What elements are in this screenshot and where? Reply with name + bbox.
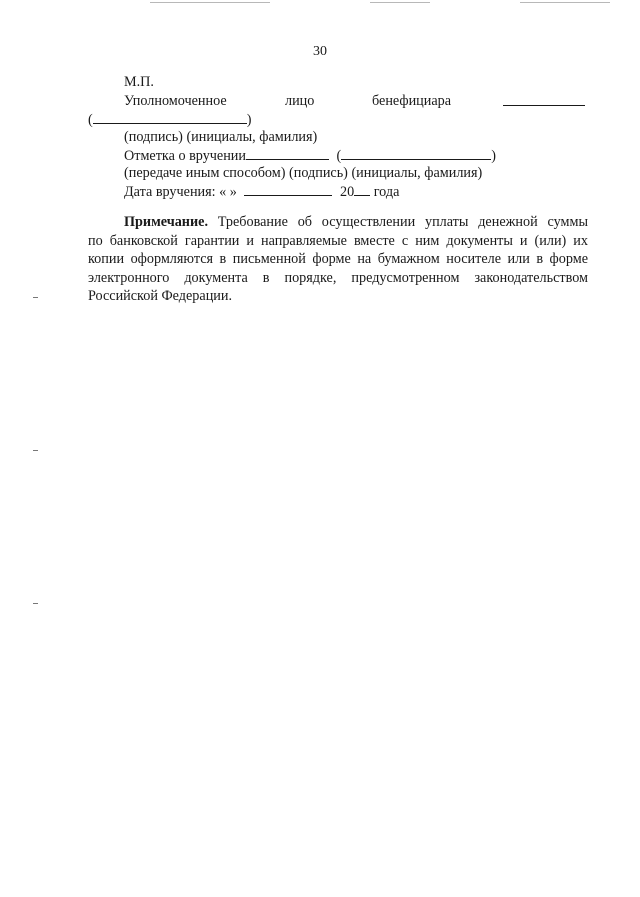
note-label: Примечание. xyxy=(124,214,208,230)
scan-edge-line xyxy=(520,2,610,3)
beneficiary-name-field: ( ) xyxy=(88,112,252,128)
note-line: Примечание. Требование об осуществлении уплаты денежной суммы xyxy=(124,214,588,230)
beneficiary-word-1: Уполномоченное xyxy=(124,93,227,109)
beneficiary-word-2: лицо xyxy=(285,93,315,109)
delivery-year-prefix: 20 xyxy=(339,184,355,200)
delivery-mark-row: Отметка о вручении ( ) xyxy=(124,148,497,164)
delivery-caption: (передаче иным способом) (подпись) (инициалы, фамилия) xyxy=(124,165,483,181)
note-line: электронного документа в порядке, предусмотренном законодательством xyxy=(88,269,588,286)
scan-mark xyxy=(33,297,38,298)
scan-edge-line xyxy=(370,2,430,3)
delivery-date-row xyxy=(124,182,399,201)
note-paragraph xyxy=(88,213,588,306)
delivery-mark-label: Отметка о вручении xyxy=(124,148,246,164)
scan-mark xyxy=(33,450,38,451)
delivery-date-label: Дата вручения: « » xyxy=(124,184,237,200)
scan-mark xyxy=(33,603,38,604)
beneficiary-signature-line xyxy=(503,92,585,111)
page-number: 30 xyxy=(313,44,327,59)
beneficiary-word-3: бенефициара xyxy=(372,93,452,109)
note-line: копии оформляются в письменной форме на бумажном носителе или в форме xyxy=(88,251,588,268)
delivery-year-suffix: года xyxy=(373,184,400,200)
note-line: по банковской гарантии и направляемые вместе с ним документы и (или) их xyxy=(88,232,588,249)
beneficiary-caption: (подпись) (инициалы, фамилия) xyxy=(124,129,318,145)
stamp-place: М.П. xyxy=(124,74,154,90)
scan-edge-line xyxy=(150,2,270,3)
note-line: Российской Федерации. xyxy=(88,288,233,305)
